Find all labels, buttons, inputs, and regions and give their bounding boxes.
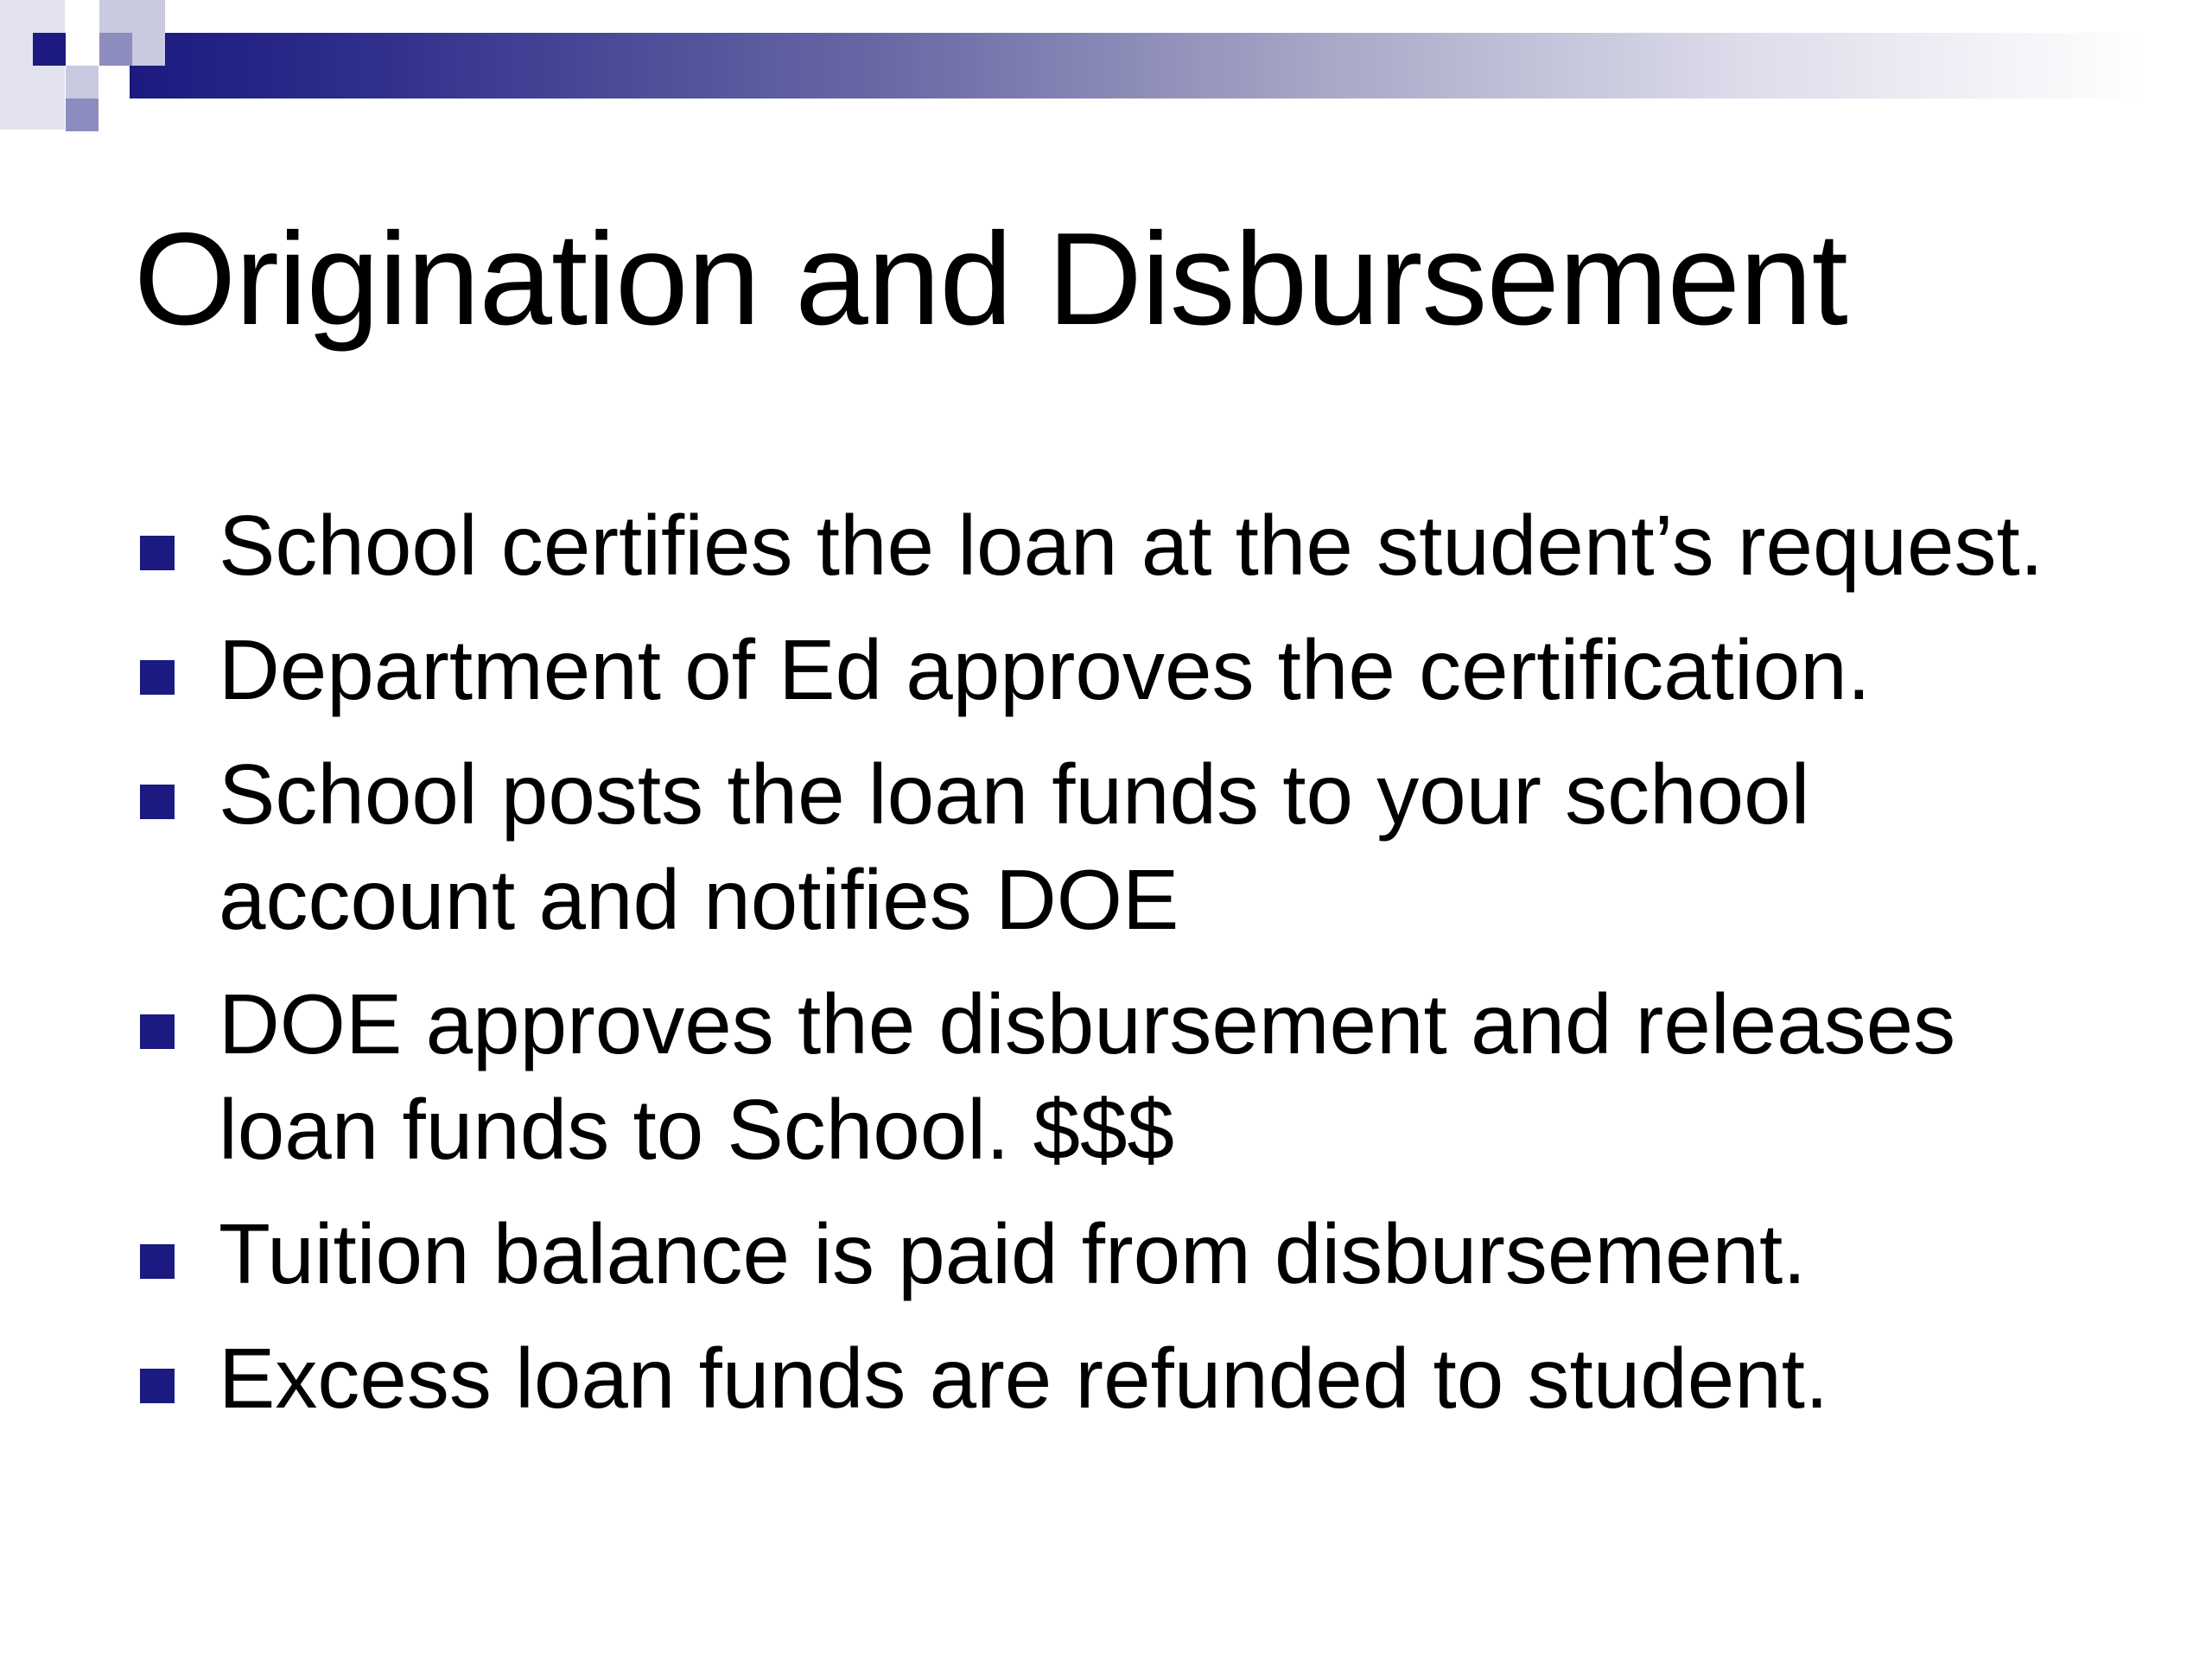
list-item — [130, 971, 2117, 1182]
bullet-text: School certifies the loan at the student’s request. — [219, 498, 2044, 593]
bullet-text: Tuition balance is paid from disbursement. — [219, 1206, 1807, 1301]
square-bullet-icon — [140, 785, 175, 819]
header-gradient-bar — [130, 33, 2143, 99]
list-item — [130, 617, 2117, 722]
square-bullet-icon — [140, 1244, 175, 1279]
list-item — [130, 1201, 2117, 1306]
bullet-text: Department of Ed approves the certification. — [219, 622, 1872, 717]
decor-square — [66, 99, 99, 131]
square-bullet-icon — [140, 1014, 175, 1049]
list-item — [130, 1325, 2117, 1431]
square-bullet-icon — [140, 660, 175, 695]
decor-square — [99, 33, 132, 66]
square-bullet-icon — [140, 536, 175, 570]
decor-square — [33, 33, 66, 66]
bullet-text: Excess loan funds are refunded to student. — [219, 1331, 1829, 1426]
bullet-text: School posts the loan funds to your school account and notifies DOE — [219, 747, 1810, 947]
bullet-text: DOE approves the disbursement and releases loan funds to School. $$$ — [219, 976, 1956, 1177]
slide-title: Origination and Disbursement — [134, 206, 1847, 353]
bullet-list — [130, 493, 2117, 1450]
list-item — [130, 741, 2117, 952]
list-item — [130, 493, 2117, 598]
decor-square — [66, 66, 99, 99]
square-bullet-icon — [140, 1369, 175, 1403]
